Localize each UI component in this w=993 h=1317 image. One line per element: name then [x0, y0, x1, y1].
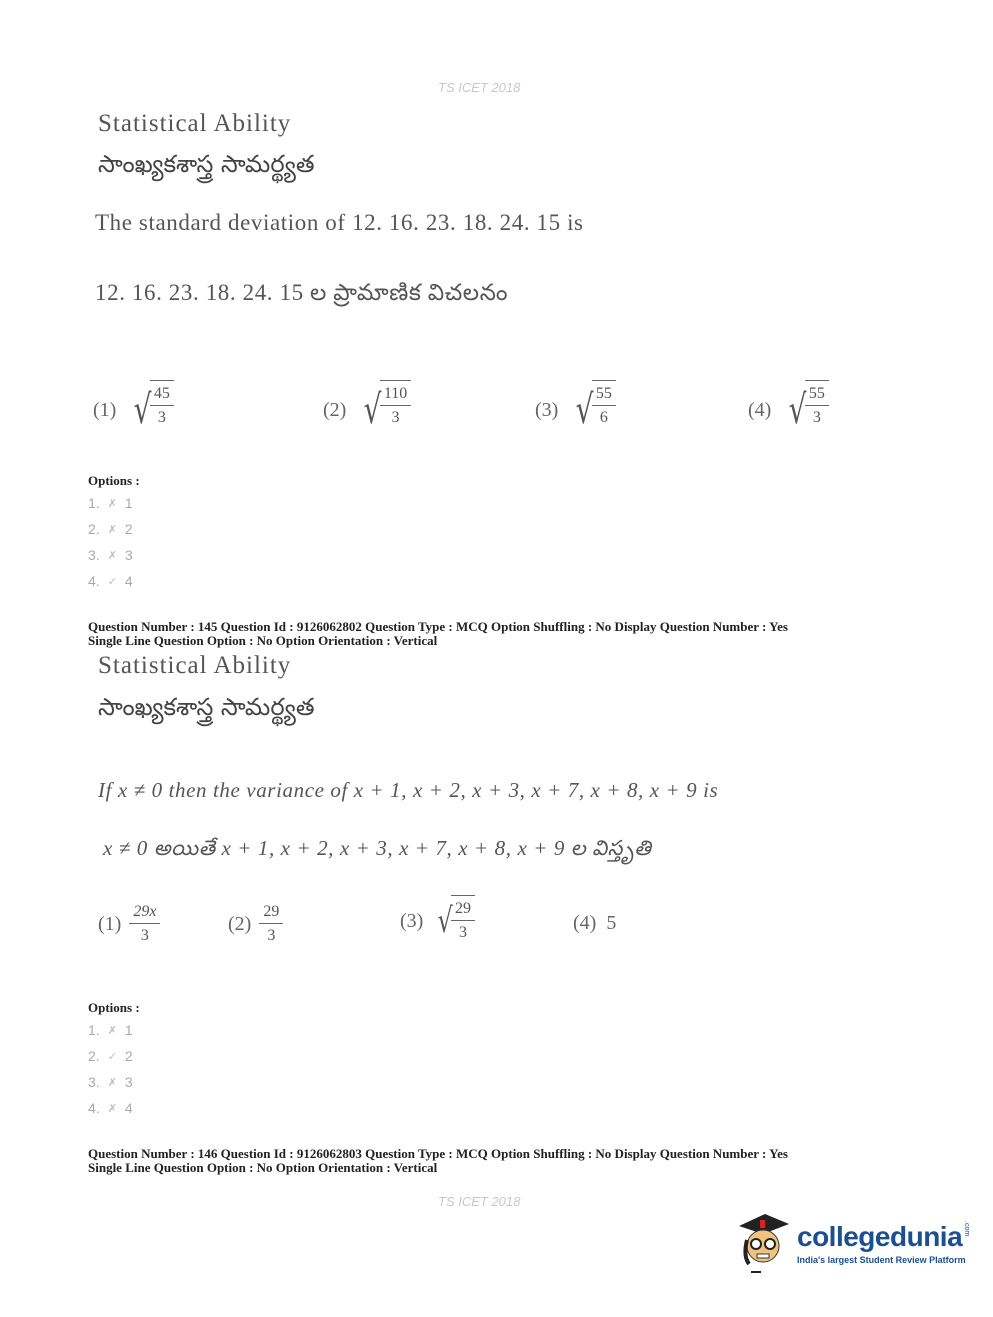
cross-icon: ✗: [107, 1102, 117, 1115]
options-heading: Options :: [88, 1000, 140, 1015]
option-number: 1.: [88, 495, 100, 511]
option-item[interactable]: [88, 516, 133, 542]
cross-icon: ✗: [107, 497, 117, 510]
cross-icon: ✗: [107, 523, 117, 536]
option-value: 2: [124, 521, 133, 537]
option-number: 1.: [88, 1022, 100, 1038]
watermark-bottom: TS ICET 2018: [438, 1194, 521, 1209]
choice-label: (4): [573, 912, 597, 934]
question-text-te: x ≠ 0 అయితే x + 1, x + 2, x + 3, x + 7, x + 8, x + 9 ల విస్తృతి: [103, 836, 652, 860]
option-item[interactable]: [88, 1069, 133, 1095]
choice-label: (3): [535, 398, 559, 421]
sqrt-expression: √ $\frac{110}{3}$: [356, 380, 411, 440]
option-item[interactable]: [88, 1095, 133, 1121]
fraction: [259, 903, 283, 945]
fraction-denominator: 3: [157, 409, 166, 426]
section-title-te: సాంఖ్యకశాస్త్ర సామర్థ్యత: [98, 150, 315, 178]
fraction-numerator: 110: [380, 385, 411, 406]
option-item[interactable]: [88, 1017, 133, 1043]
choice-2: [323, 380, 411, 440]
option-item[interactable]: [88, 542, 133, 568]
choice-label: (4): [748, 398, 772, 421]
question-meta-line1: Question Number : 145 Question Id : 9126062802 Question Type : MCQ Option Shuffling : No Display Question Number : Yes: [88, 619, 788, 634]
choice-3: [535, 380, 616, 440]
fraction-numerator: 45: [150, 385, 174, 406]
choice-label: (2): [323, 398, 347, 421]
choice-label: (1): [98, 912, 122, 935]
fraction-numerator: 55: [805, 385, 829, 406]
option-value: 3: [124, 1074, 133, 1090]
question-text-en: The standard deviation of 12. 16. 23. 18. 24. 15 is: [95, 210, 584, 235]
logo-name: collegedunia: [797, 1221, 963, 1252]
option-value: 1: [124, 1022, 133, 1038]
fraction-denominator: 3: [459, 924, 467, 941]
question-meta-line2: Single Line Question Option : No Option Orientation : Vertical: [88, 1160, 438, 1175]
option-number: 2.: [88, 1048, 100, 1064]
sqrt-expression: √ $\frac{45}{3}$: [126, 380, 174, 440]
option-value: 4: [124, 573, 133, 589]
section-title-te: సాంఖ్యకశాస్త్ర సామర్థ్యత: [98, 693, 315, 721]
option-value: 4: [124, 1100, 133, 1116]
option-number: 2.: [88, 521, 100, 537]
cross-icon: ✗: [107, 549, 117, 562]
fraction-numerator: 29: [259, 903, 283, 924]
question-meta-line1: Question Number : 146 Question Id : 9126062803 Question Type : MCQ Option Shuffling : No Display Question Number : Yes: [88, 1146, 788, 1161]
option-value: 2: [124, 1048, 133, 1064]
options-heading: Options :: [88, 473, 140, 488]
watermark-top: TS ICET 2018: [438, 80, 521, 95]
option-number: 4.: [88, 1100, 100, 1116]
fraction-denominator: 3: [812, 409, 821, 426]
choice-4: [748, 380, 829, 440]
option-value: 3: [124, 547, 133, 563]
section-title-en: Statistical Ability: [98, 652, 292, 679]
option-item[interactable]: [88, 490, 133, 516]
fraction-numerator: 29x: [129, 903, 160, 924]
option-number: 3.: [88, 1074, 100, 1090]
option-number: 4.: [88, 573, 100, 589]
fraction-denominator: 3: [267, 927, 276, 944]
choice-4: [573, 912, 616, 935]
fraction-denominator: 3: [391, 409, 400, 426]
fraction-denominator: 6: [599, 409, 608, 426]
section-title-en: Statistical Ability: [98, 110, 292, 137]
fraction: [129, 903, 160, 945]
option-number: 3.: [88, 547, 100, 563]
choice-1: [98, 903, 160, 945]
mascot-icon: [735, 1210, 791, 1276]
sqrt-expression: √ $\frac{55}{6}$: [568, 380, 616, 440]
choice-label: (2): [228, 912, 252, 935]
choice-1: [93, 380, 174, 440]
choice-label: (3): [400, 909, 424, 932]
option-value: 1: [124, 495, 133, 511]
check-icon: ✓: [107, 1050, 117, 1063]
question-meta-line2: Single Line Question Option : No Option Orientation : Vertical: [88, 633, 438, 648]
question-text-en: If x ≠ 0 then the variance of x + 1, x + 2, x + 3, x + 7, x + 8, x + 9 is: [98, 778, 719, 802]
logo-suffix: .com: [963, 1221, 971, 1237]
options-list: [88, 490, 133, 594]
question-text-te: 12. 16. 23. 18. 24. 15 ల ప్రామాణిక విచలనం: [95, 280, 509, 305]
fraction-denominator: 3: [140, 927, 149, 944]
sqrt-expression: √ $\frac{29}{3}$: [431, 895, 475, 947]
choice-value: 5: [606, 912, 617, 934]
fraction-numerator: 55: [592, 385, 616, 406]
option-item[interactable]: [88, 568, 133, 594]
sqrt-expression: √ $\frac{55}{3}$: [781, 380, 829, 440]
options-list: [88, 1017, 133, 1121]
cross-icon: ✗: [107, 1024, 117, 1037]
check-icon: ✓: [107, 575, 117, 588]
choice-label: (1): [93, 398, 117, 421]
choice-3: [400, 895, 475, 947]
option-item[interactable]: [88, 1043, 133, 1069]
cross-icon: ✗: [107, 1076, 117, 1089]
collegedunia-logo[interactable]: [735, 1210, 970, 1276]
logo-tagline: India's largest Student Review Platform: [797, 1255, 966, 1265]
choice-2: [228, 903, 283, 945]
fraction-numerator: 29: [451, 900, 475, 921]
